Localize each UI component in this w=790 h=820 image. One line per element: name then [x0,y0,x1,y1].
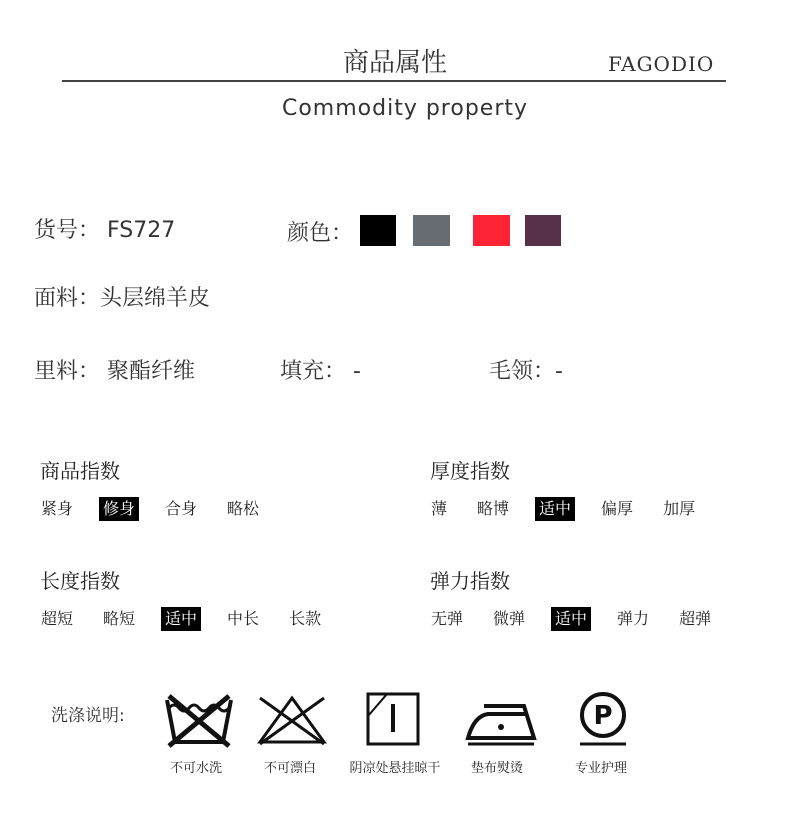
care-label: 洗涤说明: [51,706,125,726]
page-subtitle: Commodity property [281,96,529,121]
filling-field: 填充： - [280,359,361,384]
shade-hang-dry-icon [365,690,421,748]
color-swatch-red [473,215,510,246]
product-option-3: 略松 [227,499,260,518]
color-swatch-gray [413,215,450,246]
elasticity-option-3: 弹力 [617,609,650,628]
iron-with-pad-icon [464,690,538,750]
length-option-selected: 适中 [161,607,201,631]
care-text-no-wash: 不可水洗 [169,761,222,776]
fabric-field: 面料：头层绵羊皮 [34,286,211,311]
product-index-options [37,497,285,521]
thickness-option-1: 略博 [477,499,510,518]
no-bleach-icon [256,690,328,750]
elasticity-option-0: 无弹 [431,609,464,628]
elasticity-index-options [427,607,737,631]
thickness-option-0: 薄 [431,499,448,518]
length-option-0: 超短 [41,609,74,628]
color-swatch-black [360,215,396,246]
elasticity-option-1: 微弹 [493,609,526,628]
length-index-options [37,607,347,631]
professional-care-icon [576,690,630,750]
product-option-0: 紧身 [41,499,74,518]
thickness-option-4: 加厚 [663,499,696,518]
care-text-iron-pad: 垫布熨烫 [470,761,523,776]
care-text-no-bleach: 不可漂白 [263,761,316,776]
elasticity-option-selected: 适中 [551,607,591,631]
header-divider [62,80,726,82]
collar-field: 毛领：- [489,359,563,384]
length-option-4: 长款 [289,609,322,628]
product-index-title: 商品指数 [40,459,120,483]
care-text-professional: 专业护理 [574,761,627,776]
item-number: 货号： FS727 [34,218,176,243]
lining-field: 里料： 聚酯纤维 [34,359,195,384]
length-option-1: 略短 [103,609,136,628]
no-wash-icon [163,690,235,750]
thickness-index-options [427,497,721,521]
length-index-title: 长度指数 [40,569,120,593]
thickness-option-selected: 适中 [535,497,575,521]
svg-text:P: P [593,701,613,731]
product-option-selected: 修身 [99,497,139,521]
thickness-option-3: 偏厚 [601,499,634,518]
brand-logo: FAGODIO [608,52,715,76]
elasticity-option-4: 超弹 [679,609,712,628]
elasticity-index-title: 弹力指数 [430,569,510,593]
thickness-index-title: 厚度指数 [430,459,510,483]
care-text-shade-dry: 阴凉处悬挂晾干 [349,761,441,776]
color-swatch-purple [525,215,561,246]
length-option-3: 中长 [227,609,260,628]
page-title: 商品属性 [342,48,447,78]
product-option-2: 合身 [165,499,198,518]
color-label: 颜色： [287,221,354,246]
